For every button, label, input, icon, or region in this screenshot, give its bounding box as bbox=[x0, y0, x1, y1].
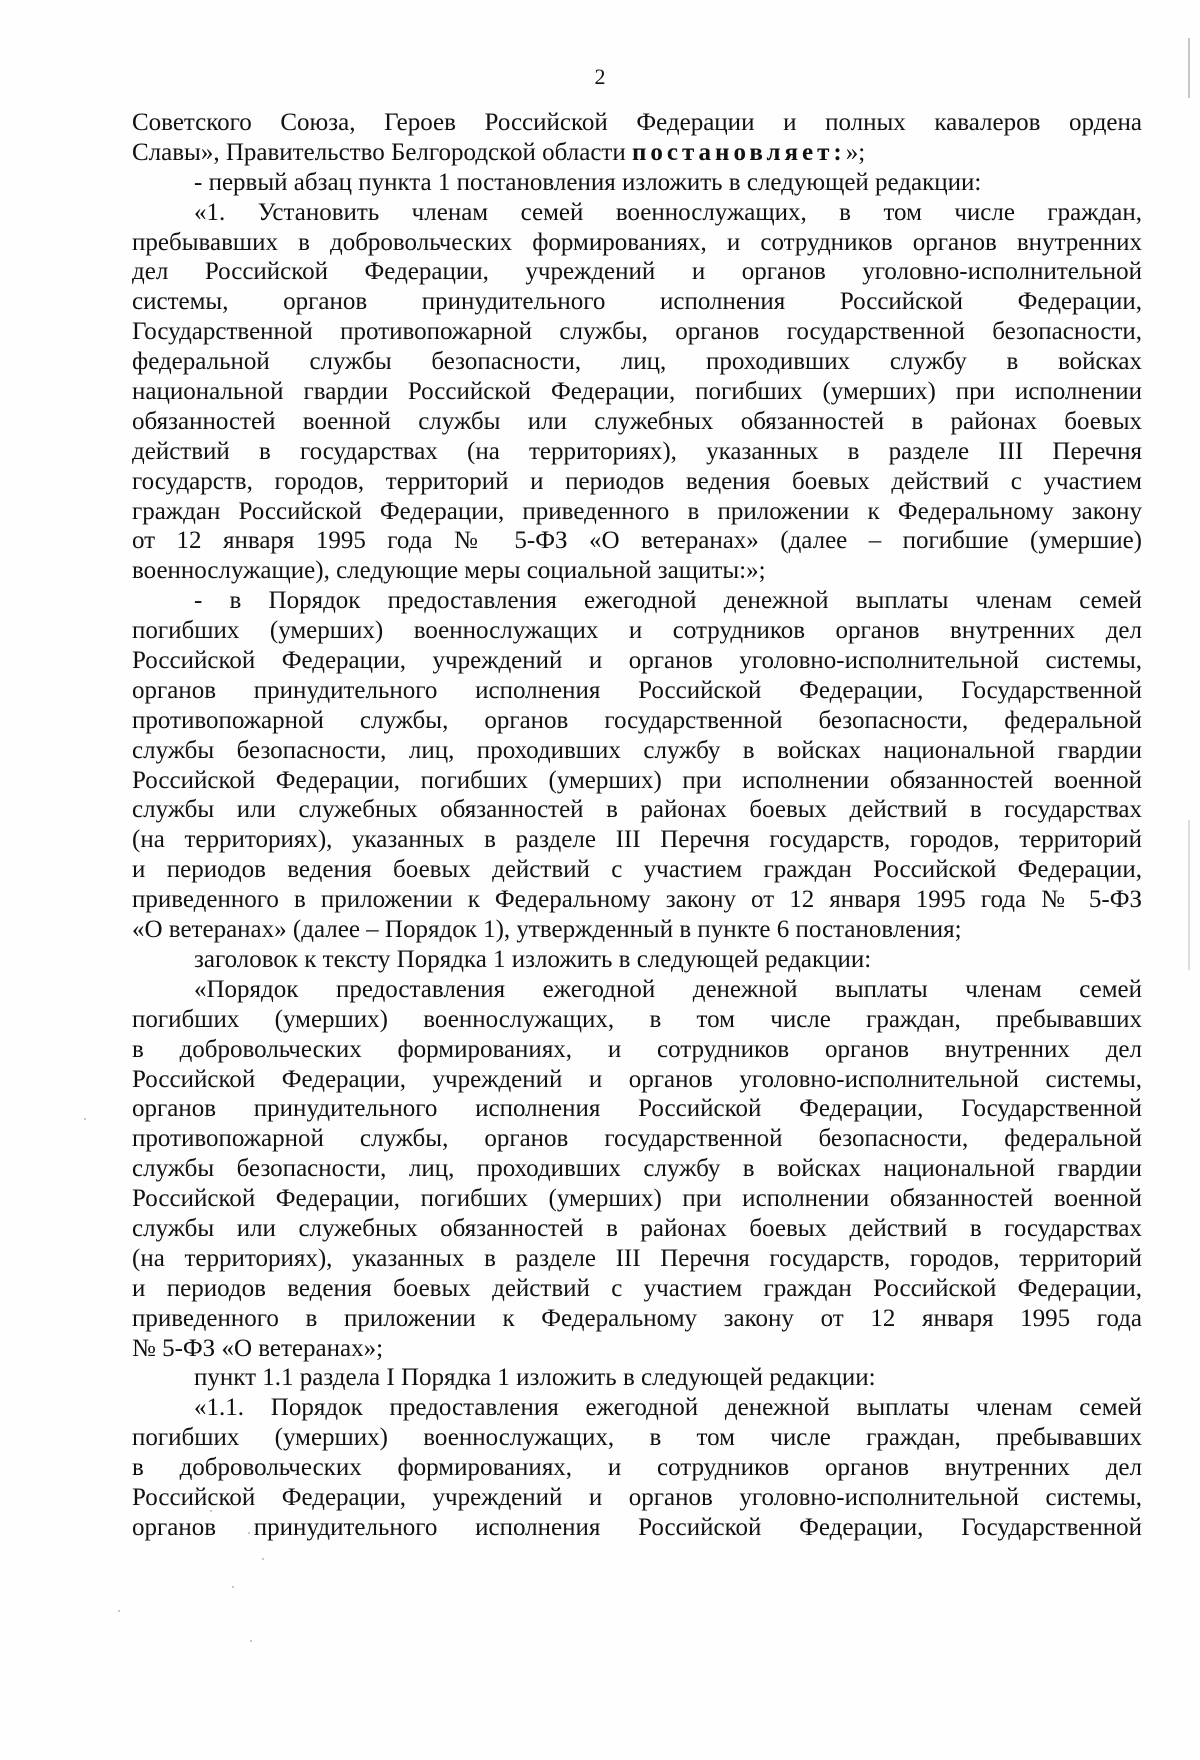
text-line: Российской Федерации, учреждений и органов уголовно-исполнительной системы, bbox=[132, 1065, 1142, 1093]
scan-speck bbox=[118, 1610, 120, 1612]
text-line: пункт 1.1 раздела I Порядка 1 изложить в следующей редакции: bbox=[194, 1364, 876, 1392]
document-body bbox=[132, 108, 1142, 1543]
scan-speck bbox=[250, 1640, 252, 1642]
text-line bbox=[132, 138, 1142, 168]
text-line: погибших (умерших) военнослужащих и сотрудников органов внутренних дел bbox=[132, 617, 1142, 645]
scan-edge-mark bbox=[1188, 820, 1190, 970]
scan-speck bbox=[232, 1586, 234, 1588]
text-line: противопожарной службы, органов государственной безопасности, федеральной bbox=[132, 706, 1142, 734]
text-line: в добровольческих формированиях, и сотрудников органов внутренних дел bbox=[132, 1454, 1142, 1482]
text-line: Российской Федерации, учреждений и органов уголовно-исполнительной системы, bbox=[132, 1483, 1142, 1511]
text-line: Российской Федерации, учреждений и органов уголовно-исполнительной системы, bbox=[132, 647, 1142, 675]
text-line: органов принудительного исполнения Российской Федерации, Государственной bbox=[132, 676, 1142, 704]
text-line: пребывавших в добровольческих формированиях, и сотрудников органов внутренних bbox=[132, 228, 1142, 256]
text-fragment: »; bbox=[845, 138, 866, 166]
text-line: в добровольческих формированиях, и сотрудников органов внутренних дел bbox=[132, 1035, 1142, 1063]
text-line: приведенного в приложении к Федеральному закону от 12 января 1995 года bbox=[132, 1304, 1142, 1332]
text-line: приведенного в приложении к Федеральному закону от 12 января 1995 года № 5-ФЗ bbox=[132, 886, 1142, 914]
text-line: граждан Российской Федерации, приведенного в приложении к Федеральному закону bbox=[132, 497, 1142, 525]
text-line: «О ветеранах» (далее – Порядок 1), утвержденный в пункте 6 постановления; bbox=[132, 916, 962, 944]
text-line: от 12 января 1995 года № 5-ФЗ «О ветеранах» (далее – погибшие (умершие) bbox=[132, 527, 1142, 555]
text-line: государств, городов, территорий и периодов ведения боевых действий с участием bbox=[132, 467, 1142, 495]
text-fragment: Славы», Правительство Белгородской области bbox=[132, 138, 632, 166]
scan-speck bbox=[262, 1558, 264, 1560]
text-line: национальной гвардии Российской Федерации, погибших (умерших) при исполнении bbox=[132, 378, 1142, 406]
text-line: Российской Федерации, погибших (умерших) при исполнении обязанностей военной bbox=[132, 766, 1142, 794]
text-line: - первый абзац пункта 1 постановления изложить в следующей редакции: bbox=[194, 168, 982, 196]
text-line: Советского Союза, Героев Российской Федерации и полных кавалеров ордена bbox=[132, 109, 1142, 136]
text-line: службы безопасности, лиц, проходивших службу в войсках национальной гвардии bbox=[132, 1155, 1142, 1183]
scan-speck bbox=[84, 1118, 86, 1120]
text-line: погибших (умерших) военнослужащих, в том числе граждан, пребывавших bbox=[132, 1005, 1142, 1033]
text-line: службы безопасности, лиц, проходивших службу в войсках национальной гвардии bbox=[132, 736, 1142, 764]
text-line: службы или служебных обязанностей в районах боевых действий в государствах bbox=[132, 1214, 1142, 1242]
text-line: «Порядок предоставления ежегодной денежной выплаты членам семей bbox=[194, 975, 1142, 1003]
text-line: органов принудительного исполнения Российской Федерации, Государственной bbox=[132, 1513, 1142, 1541]
text-line: (на территориях), указанных в разделе III Перечня государств, городов, территорий bbox=[132, 1244, 1142, 1272]
text-line: «1.1. Порядок предоставления ежегодной денежной выплаты членам семей bbox=[194, 1394, 1142, 1422]
text-line: Российской Федерации, погибших (умерших) при исполнении обязанностей военной bbox=[132, 1185, 1142, 1213]
text-line: № 5-ФЗ «О ветеранах»; bbox=[132, 1334, 384, 1362]
text-line: военнослужащие), следующие меры социальной защиты:»; bbox=[132, 557, 766, 585]
text-line: «1. Установить членам семей военнослужащих, в том числе граждан, bbox=[194, 198, 1142, 226]
text-line: и периодов ведения боевых действий с участием граждан Российской Федерации, bbox=[132, 856, 1142, 884]
text-line: погибших (умерших) военнослужащих, в том числе граждан, пребывавших bbox=[132, 1424, 1142, 1452]
text-line: - в Порядок предоставления ежегодной денежной выплаты членам семей bbox=[194, 587, 1142, 615]
page-number: 2 bbox=[594, 64, 606, 89]
text-line: Государственной противопожарной службы, органов государственной безопасности, bbox=[132, 318, 1142, 346]
text-line: федеральной службы безопасности, лиц, проходивших службу в войсках bbox=[132, 348, 1142, 376]
text-line: органов принудительного исполнения Российской Федерации, Государственной bbox=[132, 1095, 1142, 1123]
text-line: службы или служебных обязанностей в районах боевых действий в государствах bbox=[132, 796, 1142, 824]
text-line: и периодов ведения боевых действий с участием граждан Российской Федерации, bbox=[132, 1274, 1142, 1302]
decree-keyword: постановляет: bbox=[631, 138, 846, 166]
text-line: обязанностей военной службы или служебных обязанностей в районах боевых bbox=[132, 407, 1142, 435]
text-line: системы, органов принудительного исполнения Российской Федерации, bbox=[132, 288, 1142, 316]
text-line: противопожарной службы, органов государственной безопасности, федеральной bbox=[132, 1125, 1142, 1153]
text-line: дел Российской Федерации, учреждений и органов уголовно-исполнительной bbox=[132, 258, 1142, 286]
text-line: заголовок к тексту Порядка 1 изложить в следующей редакции: bbox=[194, 945, 872, 973]
text-line: (на территориях), указанных в разделе III Перечня государств, городов, территорий bbox=[132, 826, 1142, 854]
text-line: действий в государствах (на территориях), указанных в разделе III Перечня bbox=[132, 437, 1142, 465]
